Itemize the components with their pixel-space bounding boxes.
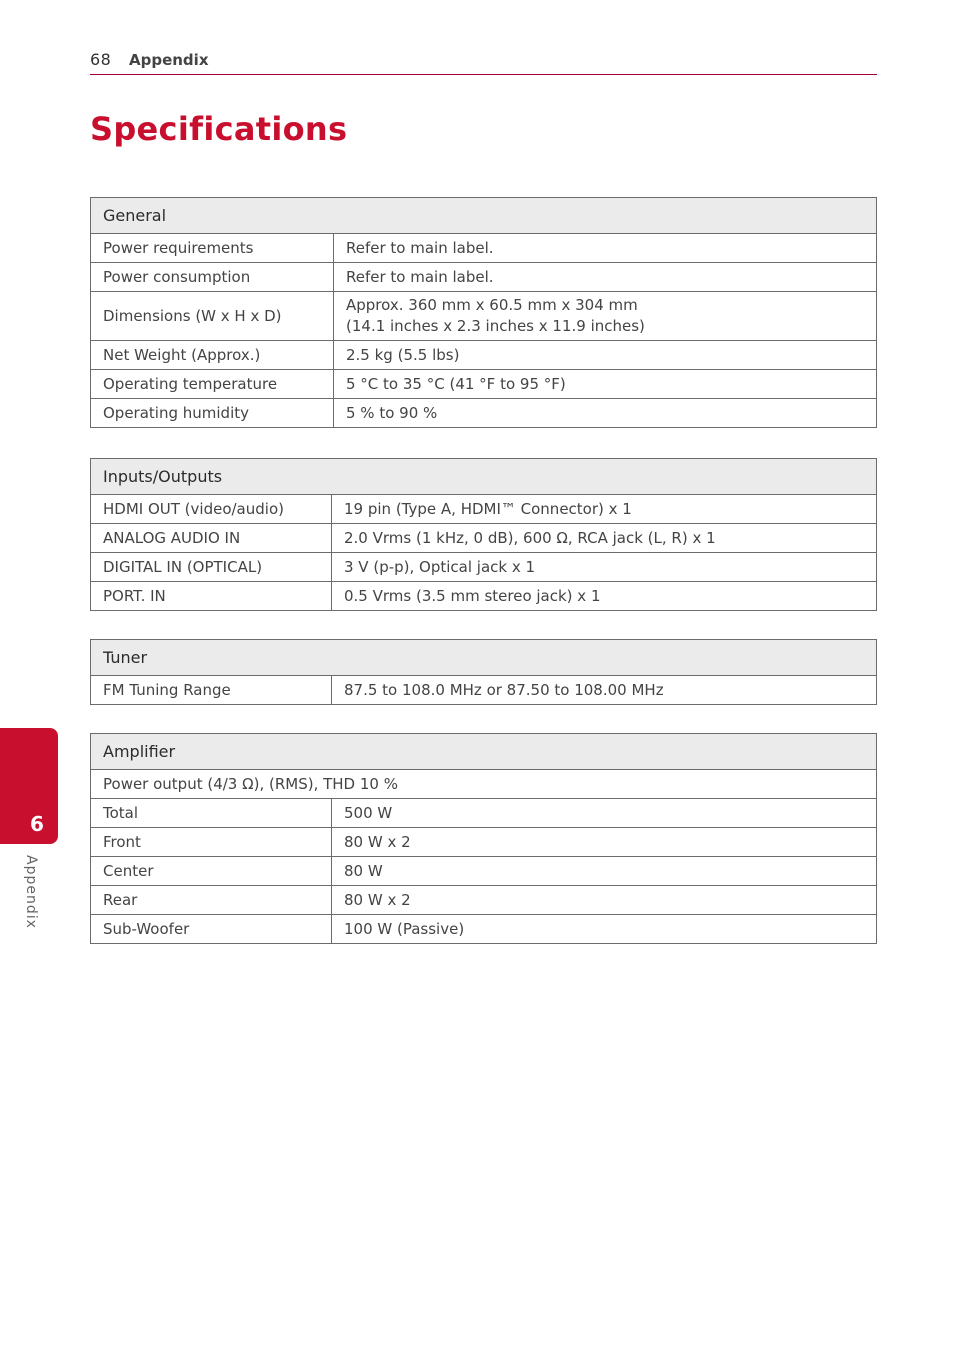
chapter-tab bbox=[0, 728, 58, 844]
spec-value: 80 W bbox=[332, 857, 877, 886]
spec-label: Power consumption bbox=[91, 263, 334, 292]
spec-label: PORT. IN bbox=[91, 582, 332, 611]
spec-value: 2.0 Vrms (1 kHz, 0 dB), 600 Ω, RCA jack (L, R) x 1 bbox=[332, 524, 877, 553]
table-header-row bbox=[91, 459, 877, 495]
spec-label: Center bbox=[91, 857, 332, 886]
spec-label: Front bbox=[91, 828, 332, 857]
table-row bbox=[91, 495, 877, 524]
table-row bbox=[91, 370, 877, 399]
page-title: Specifications bbox=[90, 110, 348, 148]
page-number: 68 bbox=[90, 50, 112, 69]
spec-label: Rear bbox=[91, 886, 332, 915]
table-row bbox=[91, 234, 877, 263]
table-row bbox=[91, 399, 877, 428]
spec-value: 80 W x 2 bbox=[332, 828, 877, 857]
amplifier-power-note: Power output (4/3 Ω), (RMS), THD 10 % bbox=[91, 770, 877, 799]
spec-value-line: Approx. 360 mm x 60.5 mm x 304 mm bbox=[346, 296, 638, 314]
table-row bbox=[91, 292, 877, 341]
table-row bbox=[91, 828, 877, 857]
table-row bbox=[91, 857, 877, 886]
table-row bbox=[91, 582, 877, 611]
tuner-heading: Tuner bbox=[91, 640, 877, 676]
header-section-name: Appendix bbox=[129, 51, 209, 69]
spec-label: Net Weight (Approx.) bbox=[91, 341, 334, 370]
spec-value: 0.5 Vrms (3.5 mm stereo jack) x 1 bbox=[332, 582, 877, 611]
chapter-number: 6 bbox=[30, 812, 44, 836]
spec-value: 19 pin (Type A, HDMI™ Connector) x 1 bbox=[332, 495, 877, 524]
table-row bbox=[91, 676, 877, 705]
spec-value: 500 W bbox=[332, 799, 877, 828]
table-header-row bbox=[91, 198, 877, 234]
spec-label: Operating humidity bbox=[91, 399, 334, 428]
spec-value: 80 W x 2 bbox=[332, 886, 877, 915]
table-row bbox=[91, 524, 877, 553]
spec-label: FM Tuning Range bbox=[91, 676, 332, 705]
spec-value: Refer to main label. bbox=[334, 234, 877, 263]
spec-value: 87.5 to 108.0 MHz or 87.50 to 108.00 MHz bbox=[332, 676, 877, 705]
spec-label: Total bbox=[91, 799, 332, 828]
table-row bbox=[91, 263, 877, 292]
table-header-row bbox=[91, 734, 877, 770]
table-row bbox=[91, 770, 877, 799]
spec-value: Refer to main label. bbox=[334, 263, 877, 292]
table-row bbox=[91, 553, 877, 582]
table-row bbox=[91, 915, 877, 944]
table-header-row bbox=[91, 640, 877, 676]
spec-value: 5 % to 90 % bbox=[334, 399, 877, 428]
table-row bbox=[91, 886, 877, 915]
spec-value: 3 V (p-p), Optical jack x 1 bbox=[332, 553, 877, 582]
general-heading: General bbox=[91, 198, 877, 234]
spec-value-multiline bbox=[334, 292, 877, 341]
spec-label: Dimensions (W x H x D) bbox=[91, 292, 334, 341]
spec-label: DIGITAL IN (OPTICAL) bbox=[91, 553, 332, 582]
spec-value: 100 W (Passive) bbox=[332, 915, 877, 944]
table-row bbox=[91, 341, 877, 370]
spec-label: Power requirements bbox=[91, 234, 334, 263]
spec-label: Operating temperature bbox=[91, 370, 334, 399]
spec-label: Sub-Woofer bbox=[91, 915, 332, 944]
spec-value: 5 °C to 35 °C (41 °F to 95 °F) bbox=[334, 370, 877, 399]
spec-label: ANALOG AUDIO IN bbox=[91, 524, 332, 553]
amplifier-heading: Amplifier bbox=[91, 734, 877, 770]
table-row bbox=[91, 799, 877, 828]
page-header bbox=[90, 48, 877, 75]
general-spec-table bbox=[90, 197, 877, 428]
tuner-spec-table bbox=[90, 639, 877, 705]
amplifier-spec-table bbox=[90, 733, 877, 944]
spec-value-line: (14.1 inches x 2.3 inches x 11.9 inches) bbox=[346, 317, 645, 335]
io-heading: Inputs/Outputs bbox=[91, 459, 877, 495]
spec-value: 2.5 kg (5.5 lbs) bbox=[334, 341, 877, 370]
spec-label: HDMI OUT (video/audio) bbox=[91, 495, 332, 524]
chapter-label: Appendix bbox=[23, 855, 39, 929]
io-spec-table bbox=[90, 458, 877, 611]
